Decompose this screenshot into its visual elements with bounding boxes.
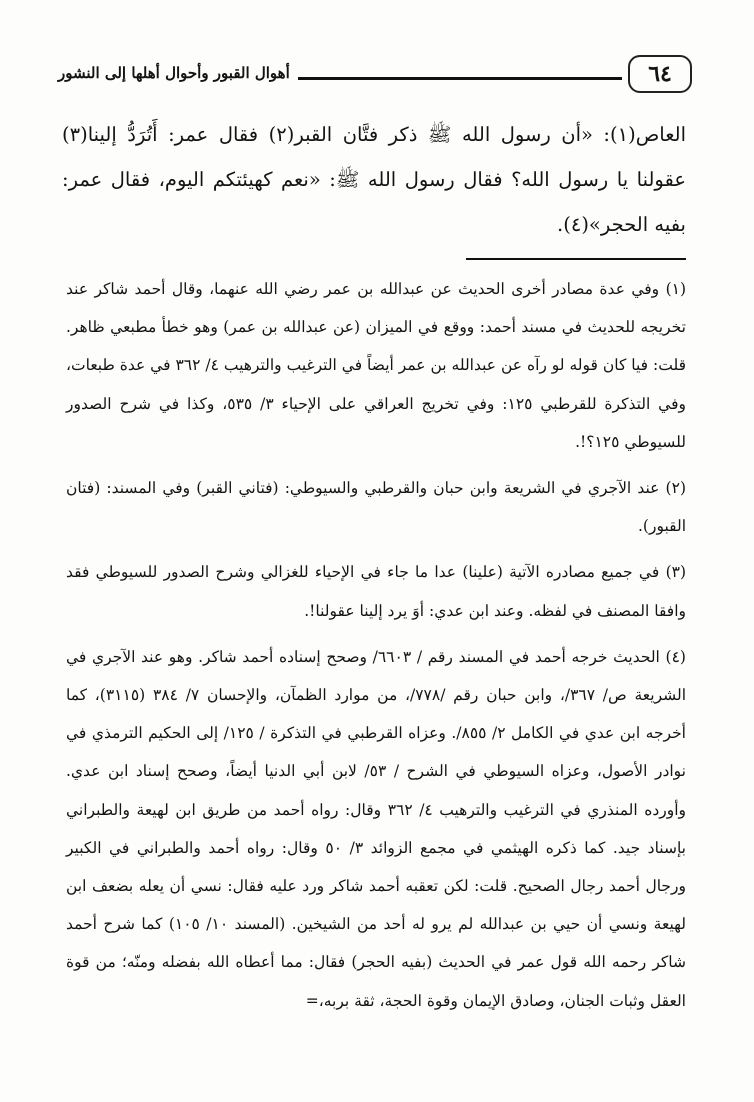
footnote-number: (١) [665, 280, 687, 298]
header-rule [298, 77, 622, 80]
main-text [62, 112, 686, 247]
footnote-text: وفي عدة مصادر أخرى الحديث عن عبدالله بن عمر رضي الله عنهما، وقال أحمد شاكر عند تخريجه للحديث في مسند أحمد: ووقع في الميزان (عن عبدالله بن عمر) وهو خطأ مطبعي ظاهر. قلت: فيا كان قوله لو رآه عن عبدالله بن عمر أيضاً في الترغيب والترهيب ٤/ ٣٦٢ في عدة طبعات، وفي التذكرة للقرطبي ١٢٥: وفي تخريج العراقي على الإحياء ٣/ ٥٣٥، وكذا في شرح الصدور للسيوطي ١٢٥؟!. [66, 280, 686, 451]
footnote-1 [66, 270, 686, 461]
footnote-separator [466, 258, 686, 260]
footnote-text: الحديث خرجه أحمد في المسند رقم / ٦٦٠٣/ وصحح إسناده أحمد شاكر. وهو عند الآجري في الشريعة ص/ ٣٦٧/، وابن حبان رقم /٧٧٨/، من موارد الظمآن، والإحسان ٧/ ٣٨٤ (٣١١٥)، كما أخرجه ابن عدي في الكامل ٢/ ٨٥٥/. وعزاه القرطبي في التذكرة / ١٢٥/ إلى الحكيم الترمذي في نوادر الأصول، وعزاه السيوطي في الشرح / ٥٣/ لابن أبي الدنيا أيضاً، وصحح إسناد ابن عدي. وأورده المنذري في الترغيب والترهيب ٤/ ٣٦٢ وقال: رواه أحمد من طريق ابن لهيعة والطبراني بإسناد جيد. كما ذكره الهيثمي في مجمع الزوائد ٣/ ٥٠ وقال: رواه أحمد والطبراني في الكبير ورجال أحمد رجال الصحيح. قلت: لكن تعقبه أحمد شاكر ورد عليه فقال: نسي أن يعله بضعف ابن لهيعة ونسي أن حيي بن عبدالله لم يرو له أحد من الشيخين. (المسند ١٠/ ١٠٥) كما شرح أحمد شاكر رحمه الله قول عمر في الحديث (بفيه الحجر) فقال: مما أعطاه الله بفضله ومنّه؛ من قوة العقل وثبات الجنان، وصادق الإيمان وقوة الحجة، ثقة بربه،= [66, 647, 687, 1010]
running-title: أهوال القبور وأحوال أهلها إلى النشور [58, 64, 290, 82]
footnote-2 [66, 469, 686, 545]
page-number: ٦٤ [628, 55, 692, 93]
footnote-text: في جميع مصادره الآتية (علينا) عدا ما جاء في الإحياء للغزالي وشرح الصدور للسيوطي فقد وافقا المصنف في لفظه. وعند ابن عدي: أوَ يرد إلينا عقولنا!. [66, 563, 686, 620]
footnote-number: (٣) [665, 563, 687, 582]
footnote-number: (٤) [665, 647, 686, 666]
footnote-number: (٢) [665, 479, 686, 498]
footnote-text: عند الآجري في الشريعة وابن حبان والقرطبي والسيوطي: (فتاني القبر) وفي المسند: (فتان القبور). [66, 479, 686, 536]
main-paragraph: العاص(١): «أن رسول الله ﷺ ذكر فتَّان القبر(٢) فقال عمر: أَتُرَدُّ إلينا(٣) عقولنا يا رسول الله؟ فقال رسول الله ﷺ: «نعم كهيئتكم اليوم، فقال عمر: بفيه الحجر»(٤). [62, 123, 686, 236]
running-header [58, 55, 692, 95]
footnotes [66, 270, 686, 1028]
footnote-4 [66, 638, 686, 1020]
footnote-3 [66, 553, 686, 629]
